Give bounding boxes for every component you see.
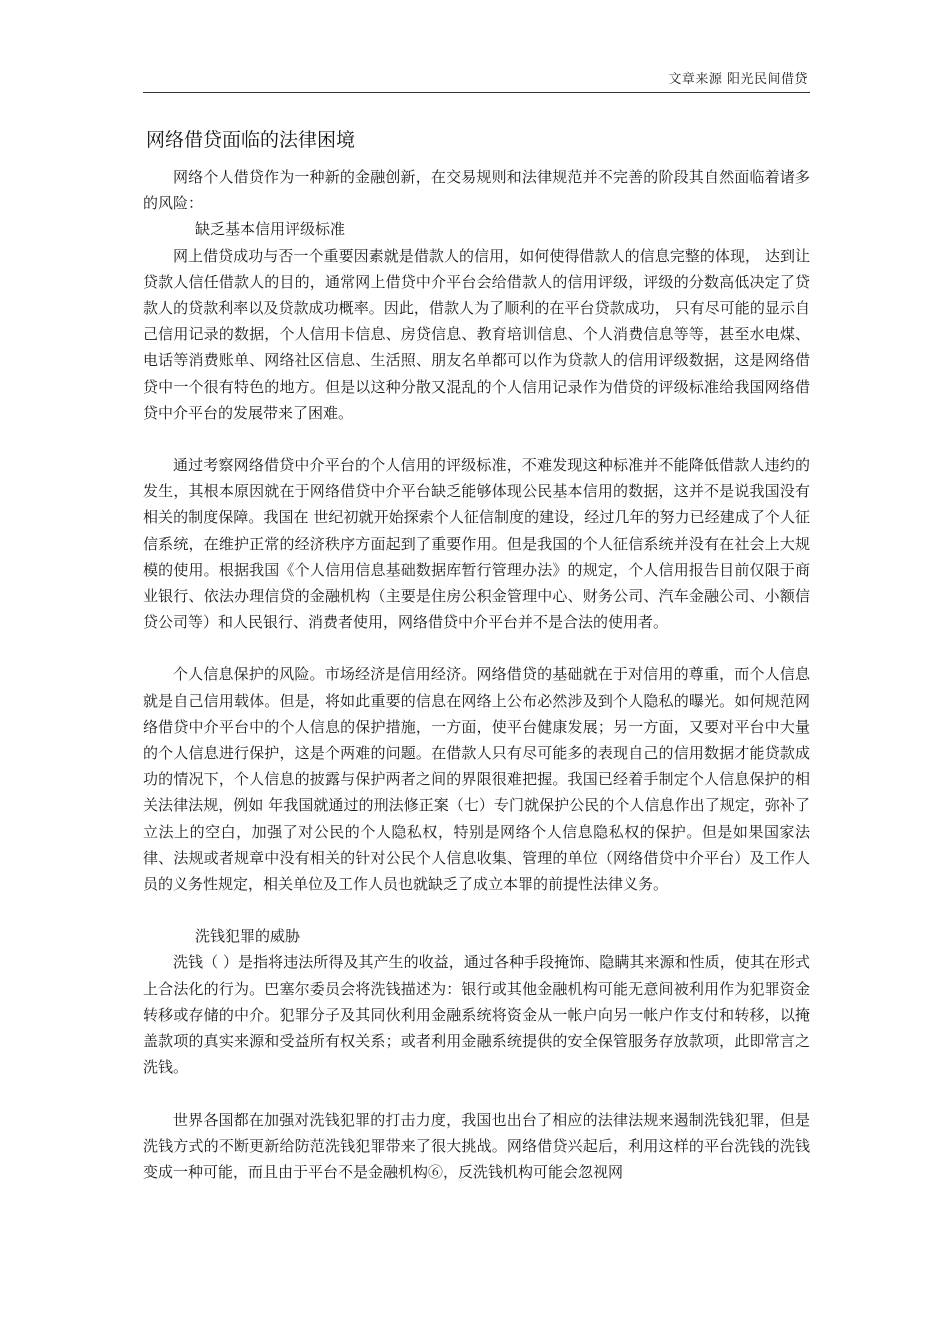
paragraph-spacer	[143, 1081, 810, 1107]
page-header	[143, 64, 810, 93]
intro-paragraph: 网络个人借贷作为一种新的金融创新，在交易规则和法律规范并不完善的阶段其自然面临着诸多的风险：	[143, 168, 810, 213]
paragraph-spacer	[143, 897, 810, 923]
section-heading-money-laundering: 洗钱犯罪的威胁	[195, 927, 301, 946]
paragraph-privacy-risk: 个人信息保护的风险。市场经济是信用经济。网络借贷的基础就在于对信用的尊重，而个人信息就是自己信用载体。但是，将如此重要的信息在网络上公布必然涉及到个人隐私的曝光。如何规范网络借贷中介平台中的个人信息的保护措施，一方面，使平台健康发展；另一方面，又要对平台中大量的个人信息进行保护，这是个两难的问题。在借款人只有尽可能多的表现自己的信用数据才能贷款成功的情况下，个人信息的披露与保护两者之间的界限很难把握。我国已经着手制定个人信息保护的相关法律法规，例如 年我国就通过的刑法修正案（七）专门就保护公民的个人信息作出了规定，弥补了立法上的空白，加强了对公民的个人隐私权，特别是网络个人信息隐私权的保护。但是如果国家法律、法规或者规章中没有相关的针对公民个人信息收集、管理的单位（网络借贷中介平台）及工作人员的义务性规定，相关单位及工作人员也就缺乏了成立本罪的前提性法律义务。	[143, 665, 810, 894]
page-title: 网络借贷面临的法律困境	[146, 129, 356, 151]
section-heading-credit-rating: 缺乏基本信用评级标准	[195, 220, 346, 239]
paragraph-credit-rating: 网上借贷成功与否一个重要因素就是借款人的信用，如何使得借款人的信息完整的体现， 达到让贷款人信任借款人的目的，通常网上借贷中介平台会给借款人的信用评级，评级的分数高低决定了贷款人的贷款利率以及贷款成功概率。因此，借款人为了顺利的在平台贷款成功， 只有尽可能的显示自己信用记录的数据，个人信用卡信息、房贷信息、教育培训信息、个人消费信息等等，甚至水电煤、电话等消费账单、网络社区信息、生活照、朋友名单都可以作为贷款人的信用评级数据，这是网络借贷中一个很有特色的地方。但是以这种分散又混乱的个人信用记录作为借贷的评级标准给我国网络借贷中介平台的发展带来了困难。	[143, 246, 810, 422]
paragraph-credit-system: 通过考察网络借贷中介平台的个人信用的评级标准，不难发现这种标准并不能降低借款人违约的发生，其根本原因就在于网络借贷中介平台缺乏能够体现公民基本信用的数据，这并不是说我国没有相关的制度保障。我国在 世纪初就开始探索个人征信制度的建设，经过几年的努力已经建成了个人征信系统，在维护正常的经济秩序方面起到了重要作用。但是我国的个人征信系统并没有在社会上大规模的使用。根据我国《个人信用信息基础数据库暂行管理办法》的规定，个人信用报告目前仅限于商业银行、依法办理信贷的金融机构（主要是住房公积金管理中心、财务公司、汽车金融公司、小额信贷公司等）和人民银行、消费者使用，网络借贷中介平台并不是合法的使用者。	[143, 456, 810, 632]
header-source-text: 文章来源 阳光民间借贷	[668, 72, 808, 87]
paragraph-money-laundering-definition: 洗钱（ ）是指将违法所得及其产生的收益，通过各种手段掩饰、隐瞒其来源和性质，使其在形式上合法化的行为。巴塞尔委员会将洗钱描述为：银行或其他金融机构可能无意间被利用作为犯罪资金转移或存储的中介。犯罪分子及其同伙利用金融系统将资金从一帐户向另一帐户作支付和转移，以掩盖款项的真实来源和受益所有权关系；或者利用金融系统提供的安全保管服务存放款项，此即常言之洗钱。	[143, 953, 810, 1077]
paragraph-money-laundering-challenge: 世界各国都在加强对洗钱犯罪的打击力度，我国也出台了相应的法律法规来遏制洗钱犯罪，但是洗钱方式的不断更新给防范洗钱犯罪带来了很大挑战。网络借贷兴起后，利用这样的平台洗钱的洗钱变成一种可能，而且由于平台不是金融机构⑥，反洗钱机构可能会忽视网	[143, 1110, 810, 1181]
document-body	[143, 164, 810, 1185]
paragraph-spacer	[143, 426, 810, 452]
paragraph-spacer	[143, 635, 810, 661]
